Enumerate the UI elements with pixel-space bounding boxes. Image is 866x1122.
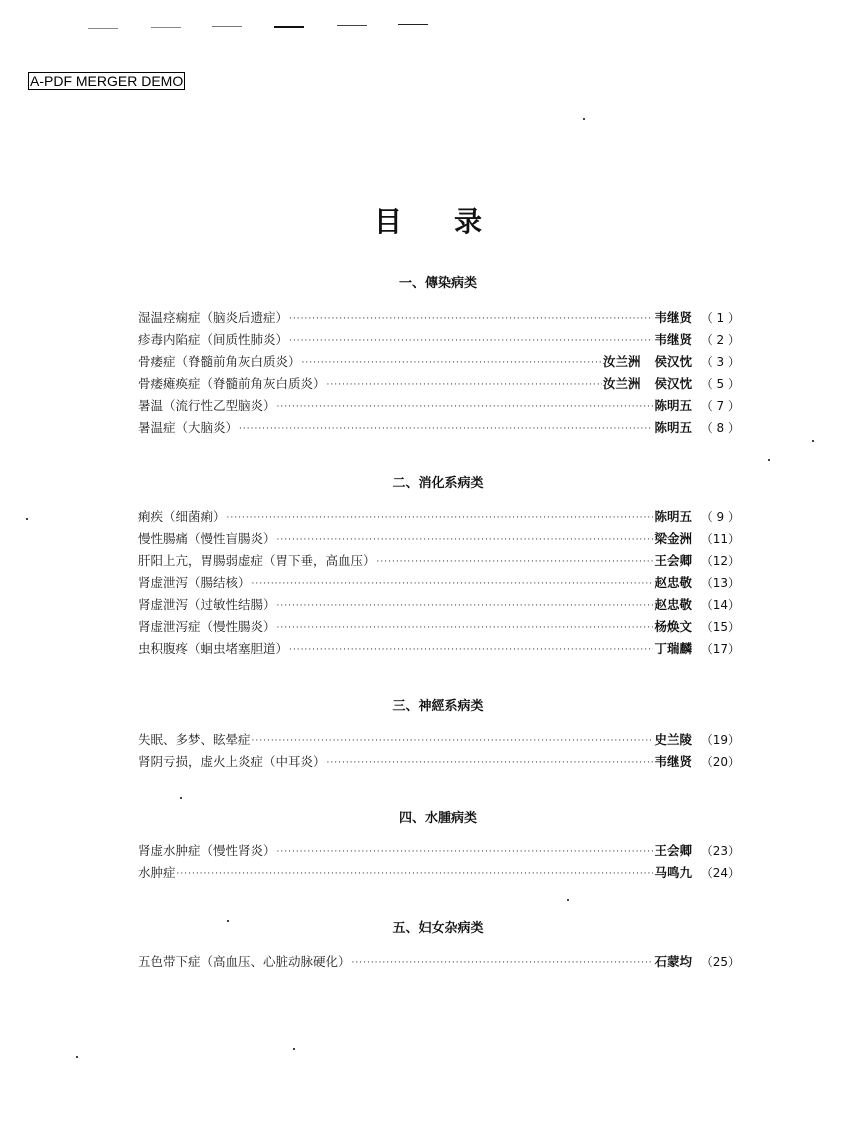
section-entries-nervous (138, 729, 740, 773)
toc-entry[interactable] (138, 638, 740, 660)
entry-title: 骨痿瘫痪症（脊髓前角灰白质炎） (138, 376, 326, 391)
entry-coauthor: 汝兰洲 (602, 376, 641, 391)
toc-entry[interactable] (138, 751, 740, 773)
dot-leader (277, 617, 654, 639)
entry-title: 肾虚泄泻（腸结核） (138, 575, 251, 590)
dot-leader (327, 752, 654, 774)
entry-author: 梁金洲 (654, 531, 692, 546)
entry-author: 赵忠敬 (654, 575, 692, 590)
watermark-label: A-PDF MERGER DEMO (30, 73, 184, 89)
entry-title: 痢疾（细菌痢） (138, 509, 226, 524)
scan-dash (88, 28, 118, 29)
dot-leader (252, 730, 654, 752)
scan-dash (274, 26, 304, 28)
entry-coauthor: 侯汉忱 (654, 354, 692, 369)
scan-artifact-dashes (88, 24, 438, 30)
dot-leader (277, 396, 654, 418)
entry-title: 五色带下症（高血压、心脏动脉硬化） (138, 954, 351, 969)
entry-page-number: （13） (700, 576, 740, 590)
entry-page-number: （ 8 ） (700, 421, 740, 435)
entry-author: 史兰陵 (654, 732, 692, 747)
entry-page-number: （ 3 ） (700, 355, 740, 369)
entry-title: 暑温（流行性乙型脑炎） (138, 398, 276, 413)
scan-speck (812, 440, 814, 442)
section-heading-gynecology: 五、妇女杂病类 (392, 921, 484, 936)
toc-entry[interactable] (138, 351, 740, 373)
entry-author (603, 351, 692, 373)
entry-author: 陈明五 (654, 420, 692, 435)
entry-page-number: （25） (700, 955, 740, 969)
entry-author: 石蒙均 (654, 954, 692, 969)
entry-author: 王会卿 (654, 553, 692, 568)
toc-entry[interactable] (138, 572, 740, 594)
entry-title: 肾阴亏损，虚火上炎症（中耳炎） (138, 754, 326, 769)
dot-leader (352, 952, 654, 974)
entry-author: 杨焕文 (654, 619, 692, 634)
entry-title: 虫积腹疼（蛔虫堵塞胆道） (138, 641, 289, 656)
toc-entry[interactable] (138, 307, 740, 329)
entry-title: 肾虚泄泻（过敏性结腸） (138, 597, 276, 612)
entry-title: 肝阳上亢，胃腸弱虚症（胃下垂，高血压） (138, 553, 376, 568)
dot-leader (277, 529, 654, 551)
dot-leader (277, 595, 654, 617)
entry-title: 失眠、多梦、眩晕症 (138, 732, 251, 747)
dot-leader (177, 863, 654, 885)
dot-leader (277, 841, 654, 863)
toc-entry[interactable] (138, 840, 740, 862)
section-heading-infectious: 一、傳染病类 (398, 276, 477, 291)
section-entries-digestive (138, 506, 740, 660)
scan-dash (151, 27, 181, 28)
section-entries-edema (138, 840, 740, 884)
toc-entry[interactable] (138, 395, 740, 417)
entry-page-number: （ 5 ） (700, 377, 740, 391)
toc-entry[interactable] (138, 329, 740, 351)
entry-title: 疹毒内陷症（间质性肺炎） (138, 332, 289, 347)
toc-entry[interactable] (138, 550, 740, 572)
toc-entry[interactable] (138, 616, 740, 638)
entry-page-number: （ 2 ） (700, 333, 740, 347)
section-heading-edema: 四、水腫病类 (398, 811, 477, 826)
scan-speck (768, 459, 770, 461)
entry-page-number: （11） (700, 532, 740, 546)
scan-speck (26, 518, 28, 520)
section-heading-nervous: 三、神經系病类 (392, 699, 484, 714)
scan-speck (227, 920, 229, 922)
entry-author: 陈明五 (654, 509, 692, 524)
entry-page-number: （15） (700, 620, 740, 634)
toc-entry[interactable] (138, 594, 740, 616)
entry-author: 韦继贤 (654, 310, 692, 325)
entry-author: 马鸣九 (654, 865, 692, 880)
toc-entry[interactable] (138, 417, 740, 439)
dot-leader (252, 573, 654, 595)
entry-page-number: （24） (700, 866, 740, 880)
dot-leader (289, 330, 653, 352)
scan-speck (180, 797, 182, 799)
entry-page-number: （20） (700, 755, 740, 769)
dot-leader (327, 374, 602, 396)
scan-speck (567, 899, 569, 901)
entry-author: 赵忠敬 (654, 597, 692, 612)
toc-entry[interactable] (138, 951, 740, 973)
entry-title: 湿温痉痫症（脑炎后遗症） (138, 310, 289, 325)
section-entries-infectious (138, 307, 740, 439)
entry-title: 肾虚泄泻症（慢性腸炎） (138, 619, 276, 634)
toc-entry[interactable] (138, 729, 740, 751)
entry-title: 肾虚水肿症（慢性肾炎） (138, 843, 276, 858)
dot-leader (289, 308, 653, 330)
entry-author: 韦继贤 (654, 332, 692, 347)
entry-author: 丁瑞麟 (654, 641, 692, 656)
page-title: 目录 (373, 205, 534, 238)
entry-page-number: （ 7 ） (700, 399, 740, 413)
entry-coauthor: 汝兰洲 (602, 354, 641, 369)
toc-entry[interactable] (138, 528, 740, 550)
scan-dash (398, 24, 428, 25)
scan-speck (583, 118, 585, 120)
entry-title: 慢性腸痛（慢性盲腸炎） (138, 531, 276, 546)
scan-dash (337, 25, 367, 26)
entry-author: 王会卿 (654, 843, 692, 858)
entry-author: 韦继贤 (654, 754, 692, 769)
entry-page-number: （12） (700, 554, 740, 568)
entry-page-number: （ 9 ） (700, 510, 740, 524)
dot-leader (377, 551, 654, 573)
entry-page-number: （ 1 ） (700, 311, 740, 325)
entry-title: 水肿症 (138, 865, 176, 880)
toc-entry[interactable] (138, 373, 740, 395)
entry-page-number: （19） (700, 733, 740, 747)
entry-title: 骨痿症（脊髓前角灰白质炎） (138, 354, 301, 369)
section-heading-digestive: 二、消化系病类 (392, 476, 484, 491)
entry-coauthor: 侯汉忱 (654, 376, 692, 391)
scan-dash (212, 26, 242, 27)
dot-leader (239, 418, 653, 440)
entry-page-number: （14） (700, 598, 740, 612)
entry-page-number: （17） (700, 642, 740, 656)
entry-author (603, 373, 692, 395)
scan-speck (293, 1048, 295, 1050)
dot-leader (289, 639, 653, 661)
section-entries-gynecology (138, 951, 740, 973)
entry-page-number: （23） (700, 844, 740, 858)
toc-entry[interactable] (138, 862, 740, 884)
entry-title: 暑温症（大脑炎） (138, 420, 239, 435)
scan-speck (76, 1056, 78, 1058)
entry-author: 陈明五 (654, 398, 692, 413)
toc-entry[interactable] (138, 506, 740, 528)
dot-leader (302, 352, 602, 374)
dot-leader (227, 507, 654, 529)
